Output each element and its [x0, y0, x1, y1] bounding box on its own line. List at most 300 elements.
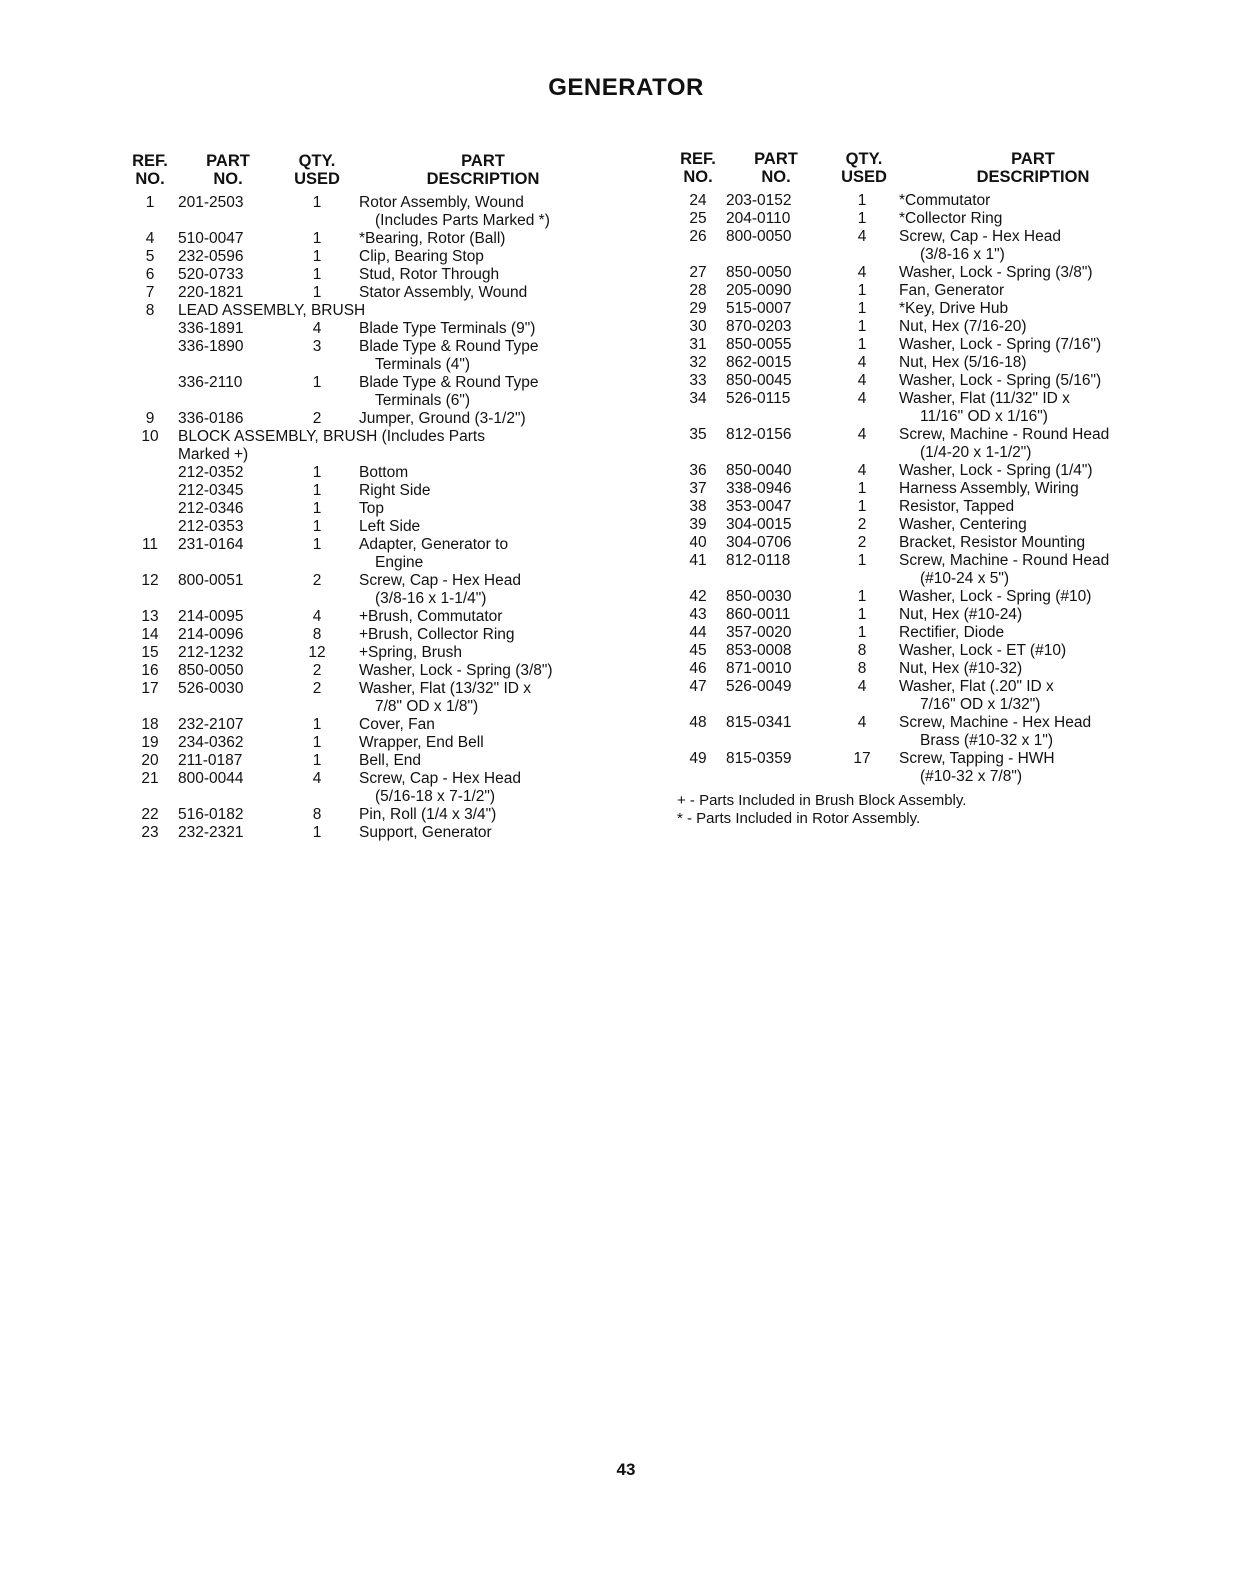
part-number: 336-0186	[178, 410, 244, 427]
ref-number: 4	[145, 230, 155, 247]
part-number: 850-0050	[726, 264, 792, 281]
table-row	[678, 732, 1158, 750]
qty-used: 1	[857, 300, 867, 317]
ref-number: 40	[689, 534, 707, 551]
part-description: Blade Type & Round Type	[359, 374, 539, 391]
table-row	[678, 462, 1158, 480]
qty-used: 1	[312, 752, 322, 769]
ref-header-line1: REF.	[680, 150, 716, 168]
qty-used: 1	[312, 716, 322, 733]
part-number: 214-0096	[178, 626, 244, 643]
part-description: Washer, Lock - Spring (#10)	[899, 588, 1092, 605]
part-description: (3/8-16 x 1")	[920, 246, 1005, 263]
part-description: 11/16" OD x 1/16")	[920, 408, 1048, 425]
table-row	[128, 302, 598, 320]
part-description: (#10-32 x 7/8")	[920, 768, 1022, 785]
ref-number: 28	[689, 282, 707, 299]
ref-number: 5	[145, 248, 155, 265]
part-number: 870-0203	[726, 318, 792, 335]
part-number: 871-0010	[726, 660, 792, 677]
ref-number: 7	[145, 284, 155, 301]
table-row	[128, 536, 598, 554]
ref-number: 37	[689, 480, 707, 497]
part-description: Washer, Centering	[899, 516, 1027, 533]
table-row	[128, 698, 598, 716]
part-description: Washer, Flat (.20" ID x	[899, 678, 1054, 695]
table-body	[128, 194, 598, 842]
qty-used: 4	[857, 714, 867, 731]
table-row	[128, 788, 598, 806]
table-row	[128, 284, 598, 302]
part-description: Washer, Lock - Spring (3/8")	[359, 662, 553, 679]
qty-used: 4	[857, 678, 867, 695]
ref-header-line2: NO.	[135, 170, 165, 188]
qty-used: 3	[312, 338, 322, 355]
ref-number: 26	[689, 228, 707, 245]
ref-number: 43	[689, 606, 707, 623]
part-number: 212-1232	[178, 644, 244, 661]
part-description: (#10-24 x 5")	[920, 570, 1010, 587]
qty-used: 4	[857, 228, 867, 245]
qty-used: 1	[312, 824, 322, 841]
qty-header-line1: QTY.	[845, 150, 883, 168]
ref-number: 38	[689, 498, 707, 515]
part-number: 812-0156	[726, 426, 792, 443]
part-description: *Collector Ring	[899, 210, 1003, 227]
part-number: 336-2110	[178, 374, 243, 391]
table-row	[678, 408, 1158, 426]
ref-number: 48	[689, 714, 707, 731]
ref-number: 29	[689, 300, 707, 317]
ref-number: 17	[141, 680, 159, 697]
ref-number: 20	[141, 752, 159, 769]
ref-number: 47	[689, 678, 707, 695]
table-row	[128, 428, 598, 446]
part-number: 850-0030	[726, 588, 792, 605]
table-header	[128, 152, 598, 194]
part-description: Terminals (4")	[375, 356, 471, 373]
page-title: GENERATOR	[548, 74, 704, 101]
ref-number: 33	[689, 372, 707, 389]
part-description: 7/8" OD x 1/8")	[375, 698, 479, 715]
part-number: 510-0047	[178, 230, 244, 247]
qty-used: 1	[857, 588, 867, 605]
part-header-line1: PART	[754, 150, 798, 168]
part-number: 862-0015	[726, 354, 792, 371]
desc-header-line1: PART	[1011, 150, 1055, 168]
qty-header-line1: QTY.	[298, 152, 336, 170]
footnote-brush-block: + - Parts Included in Brush Block Assembly.	[677, 792, 967, 809]
ref-header-line1: REF.	[132, 152, 168, 170]
part-description: Rotor Assembly, Wound	[359, 194, 524, 211]
part-description: Washer, Lock - Spring (1/4")	[899, 462, 1093, 479]
table-row	[128, 824, 598, 842]
qty-used: 2	[312, 410, 322, 427]
part-description: Screw, Tapping - HWH	[899, 750, 1055, 767]
ref-number: 9	[145, 410, 155, 427]
ref-number: 25	[689, 210, 707, 227]
table-row	[678, 444, 1158, 462]
part-description: Screw, Cap - Hex Head	[359, 770, 521, 787]
qty-used: 4	[857, 354, 867, 371]
table-row	[128, 320, 598, 338]
table-row	[128, 194, 598, 212]
table-row	[678, 750, 1158, 768]
part-number: 234-0362	[178, 734, 244, 751]
part-number: 338-0946	[726, 480, 792, 497]
ref-number: 35	[689, 426, 707, 443]
qty-used: 1	[857, 498, 867, 515]
qty-used: 1	[857, 210, 867, 227]
assembly-heading: Marked +)	[178, 446, 249, 463]
qty-used: 1	[312, 266, 322, 283]
table-row	[678, 678, 1158, 696]
part-description: *Commutator	[899, 192, 991, 209]
table-header	[678, 150, 1158, 192]
qty-header	[284, 152, 350, 188]
qty-used: 1	[312, 482, 322, 499]
part-header-line1: PART	[206, 152, 250, 170]
part-description: +Brush, Collector Ring	[359, 626, 515, 643]
part-number: 212-0353	[178, 518, 244, 535]
table-row	[678, 660, 1158, 678]
part-description: Engine	[375, 554, 424, 571]
ref-number: 34	[689, 390, 707, 407]
part-header-line2: NO.	[213, 170, 243, 188]
footnotes	[677, 792, 966, 828]
part-header	[736, 150, 816, 186]
qty-used: 1	[857, 624, 867, 641]
part-number: 212-0346	[178, 500, 244, 517]
ref-number: 15	[141, 644, 159, 661]
desc-header-line1: PART	[461, 152, 505, 170]
part-number: 812-0118	[726, 552, 791, 569]
assembly-heading: LEAD ASSEMBLY, BRUSH	[178, 302, 366, 319]
part-number: 220-1821	[178, 284, 244, 301]
part-description: Screw, Cap - Hex Head	[359, 572, 521, 589]
table-row	[128, 482, 598, 500]
part-number: 526-0115	[726, 390, 791, 407]
ref-number: 1	[145, 194, 155, 211]
part-number: 203-0152	[726, 192, 792, 209]
table-body	[678, 192, 1158, 786]
part-number: 515-0007	[726, 300, 792, 317]
part-number: 516-0182	[178, 806, 244, 823]
part-description: Left Side	[359, 518, 421, 535]
table-row	[678, 534, 1158, 552]
ref-number: 30	[689, 318, 707, 335]
part-description: Screw, Cap - Hex Head	[899, 228, 1061, 245]
part-description: Wrapper, End Bell	[359, 734, 484, 751]
qty-used: 1	[312, 194, 322, 211]
qty-header-line2: USED	[841, 168, 887, 186]
table-row	[128, 446, 598, 464]
part-description: (Includes Parts Marked *)	[375, 212, 550, 229]
qty-used: 1	[857, 480, 867, 497]
part-description: Adapter, Generator to	[359, 536, 509, 553]
qty-used: 1	[857, 606, 867, 623]
table-row	[128, 608, 598, 626]
part-description: Fan, Generator	[899, 282, 1005, 299]
part-description: Terminals (6")	[375, 392, 471, 409]
part-number: 204-0110	[726, 210, 791, 227]
table-row	[128, 626, 598, 644]
ref-header	[128, 152, 172, 188]
table-row	[128, 374, 598, 392]
qty-used: 1	[312, 734, 322, 751]
part-description: +Spring, Brush	[359, 644, 462, 661]
ref-header-line2: NO.	[683, 168, 713, 186]
ref-number: 44	[689, 624, 707, 641]
part-number: 526-0030	[178, 680, 244, 697]
table-row	[678, 480, 1158, 498]
qty-used: 1	[312, 536, 322, 553]
part-number: 212-0352	[178, 464, 244, 481]
table-row	[128, 266, 598, 284]
table-row	[678, 498, 1158, 516]
part-number: 526-0049	[726, 678, 792, 695]
qty-used: 1	[312, 248, 322, 265]
part-description: Washer, Flat (13/32" ID x	[359, 680, 532, 697]
table-row	[678, 588, 1158, 606]
part-description: Top	[359, 500, 384, 517]
part-description: Brass (#10-32 x 1")	[920, 732, 1053, 749]
table-row	[678, 516, 1158, 534]
part-description: Nut, Hex (#10-32)	[899, 660, 1023, 677]
table-row	[128, 392, 598, 410]
part-number: 214-0095	[178, 608, 244, 625]
part-description: Washer, Lock - Spring (3/8")	[899, 264, 1093, 281]
qty-used: 17	[853, 750, 871, 767]
part-description: Harness Assembly, Wiring	[899, 480, 1079, 497]
desc-header	[960, 150, 1106, 186]
table-row	[678, 390, 1158, 408]
part-description: Nut, Hex (5/16-18)	[899, 354, 1027, 371]
ref-number: 42	[689, 588, 707, 605]
qty-used: 4	[312, 608, 322, 625]
part-number: 853-0008	[726, 642, 792, 659]
ref-number: 36	[689, 462, 707, 479]
part-number: 201-2503	[178, 194, 244, 211]
qty-header-line2: USED	[294, 170, 340, 188]
ref-number: 31	[689, 336, 707, 353]
qty-used: 1	[857, 192, 867, 209]
qty-used: 1	[312, 464, 322, 481]
table-row	[128, 500, 598, 518]
table-row	[678, 642, 1158, 660]
ref-number: 14	[141, 626, 159, 643]
table-row	[678, 318, 1158, 336]
part-number: 815-0341	[726, 714, 792, 731]
part-number: 205-0090	[726, 282, 792, 299]
table-row	[678, 606, 1158, 624]
ref-number: 46	[689, 660, 707, 677]
part-description: Resistor, Tapped	[899, 498, 1015, 515]
assembly-heading: BLOCK ASSEMBLY, BRUSH (Includes Parts	[178, 428, 485, 445]
part-number: 212-0345	[178, 482, 244, 499]
part-description: Washer, Flat (11/32" ID x	[899, 390, 1070, 407]
ref-number: 6	[145, 266, 155, 283]
table-row	[678, 300, 1158, 318]
table-row	[678, 696, 1158, 714]
part-description: (1/4-20 x 1-1/2")	[920, 444, 1032, 461]
table-row	[128, 554, 598, 572]
part-number: 800-0051	[178, 572, 244, 589]
qty-used: 4	[857, 462, 867, 479]
table-row	[128, 806, 598, 824]
qty-used: 8	[857, 642, 867, 659]
qty-used: 1	[312, 284, 322, 301]
ref-number: 32	[689, 354, 707, 371]
table-row	[678, 552, 1158, 570]
table-row	[678, 354, 1158, 372]
page-number: 43	[616, 1460, 636, 1479]
part-description: Cover, Fan	[359, 716, 435, 733]
table-row	[128, 770, 598, 788]
qty-used: 2	[312, 662, 322, 679]
part-description: Pin, Roll (1/4 x 3/4")	[359, 806, 497, 823]
table-row	[678, 336, 1158, 354]
desc-header	[408, 152, 558, 188]
part-number: 232-0596	[178, 248, 244, 265]
part-description: Jumper, Ground (3-1/2")	[359, 410, 526, 427]
ref-number: 13	[141, 608, 159, 625]
qty-used: 8	[312, 806, 322, 823]
desc-header-line2: DESCRIPTION	[426, 170, 540, 188]
part-description: Screw, Machine - Hex Head	[899, 714, 1092, 731]
ref-header	[678, 150, 718, 186]
table-row	[128, 464, 598, 482]
table-row	[678, 714, 1158, 732]
part-number: 800-0050	[726, 228, 792, 245]
part-description: Blade Type Terminals (9")	[359, 320, 536, 337]
part-number: 850-0040	[726, 462, 792, 479]
qty-used: 1	[857, 282, 867, 299]
qty-header	[834, 150, 894, 186]
table-row	[678, 282, 1158, 300]
qty-used: 12	[308, 644, 326, 661]
table-row	[678, 426, 1158, 444]
table-row	[128, 644, 598, 662]
table-row	[128, 662, 598, 680]
qty-used: 2	[312, 572, 322, 589]
table-row	[128, 338, 598, 356]
part-description: *Bearing, Rotor (Ball)	[359, 230, 506, 247]
table-row	[128, 572, 598, 590]
qty-used: 1	[312, 518, 322, 535]
part-header-line2: NO.	[761, 168, 791, 186]
table-row	[128, 680, 598, 698]
ref-number: 22	[141, 806, 159, 823]
part-description: Blade Type & Round Type	[359, 338, 539, 355]
table-row	[128, 248, 598, 266]
part-description: Right Side	[359, 482, 431, 499]
part-description: Nut, Hex (7/16-20)	[899, 318, 1027, 335]
part-description: Support, Generator	[359, 824, 492, 841]
part-description: Rectifier, Diode	[899, 624, 1005, 641]
part-description: Bottom	[359, 464, 409, 481]
part-number: 304-0015	[726, 516, 792, 533]
part-description: Washer, Lock - Spring (5/16")	[899, 372, 1102, 389]
part-number: 304-0706	[726, 534, 792, 551]
ref-number: 18	[141, 716, 159, 733]
table-row	[128, 356, 598, 374]
qty-used: 2	[857, 516, 867, 533]
table-row	[678, 246, 1158, 264]
part-header	[188, 152, 268, 188]
part-number: 800-0044	[178, 770, 244, 787]
part-description: Bell, End	[359, 752, 422, 769]
qty-used: 1	[857, 318, 867, 335]
table-row	[128, 230, 598, 248]
qty-used: 1	[857, 552, 867, 569]
table-row	[128, 716, 598, 734]
part-number: 815-0359	[726, 750, 792, 767]
qty-used: 4	[312, 770, 322, 787]
part-description: *Key, Drive Hub	[899, 300, 1009, 317]
part-number: 357-0020	[726, 624, 792, 641]
part-description: Bracket, Resistor Mounting	[899, 534, 1086, 551]
qty-used: 1	[312, 230, 322, 247]
ref-number: 19	[141, 734, 159, 751]
part-description: Screw, Machine - Round Head	[899, 552, 1110, 569]
footnote-rotor: * - Parts Included in Rotor Assembly.	[677, 810, 921, 827]
qty-used: 8	[857, 660, 867, 677]
table-row	[678, 372, 1158, 390]
table-row	[128, 212, 598, 230]
ref-number: 49	[689, 750, 707, 767]
ref-number: 23	[141, 824, 159, 841]
table-row	[678, 768, 1158, 786]
qty-used: 1	[312, 374, 322, 391]
ref-number: 21	[141, 770, 159, 787]
ref-number: 24	[689, 192, 707, 209]
part-description: +Brush, Commutator	[359, 608, 503, 625]
qty-used: 4	[857, 390, 867, 407]
ref-number: 39	[689, 516, 707, 533]
ref-number: 27	[689, 264, 707, 281]
qty-used: 4	[857, 372, 867, 389]
qty-used: 2	[857, 534, 867, 551]
ref-number: 11	[141, 536, 159, 553]
qty-used: 2	[312, 680, 322, 697]
part-description: 7/16" OD x 1/32")	[920, 696, 1041, 713]
part-number: 336-1890	[178, 338, 244, 355]
parts-table-right	[678, 150, 1158, 786]
part-number: 860-0011	[726, 606, 791, 623]
table-row	[678, 228, 1158, 246]
ref-number: 16	[141, 662, 159, 679]
part-description: (5/16-18 x 7-1/2")	[375, 788, 496, 805]
qty-used: 8	[312, 626, 322, 643]
qty-used: 4	[312, 320, 322, 337]
part-description: Stator Assembly, Wound	[359, 284, 528, 301]
ref-number: 12	[141, 572, 159, 589]
part-number: 232-2107	[178, 716, 244, 733]
part-number: 520-0733	[178, 266, 244, 283]
table-row	[678, 570, 1158, 588]
table-row	[678, 624, 1158, 642]
table-row	[678, 264, 1158, 282]
part-description: Screw, Machine - Round Head	[899, 426, 1110, 443]
part-number: 850-0055	[726, 336, 792, 353]
ref-number: 8	[145, 302, 155, 319]
parts-table-left	[128, 152, 598, 842]
qty-used: 1	[312, 500, 322, 517]
part-number: 232-2321	[178, 824, 244, 841]
part-description: Stud, Rotor Through	[359, 266, 500, 283]
part-description: Washer, Lock - Spring (7/16")	[899, 336, 1102, 353]
